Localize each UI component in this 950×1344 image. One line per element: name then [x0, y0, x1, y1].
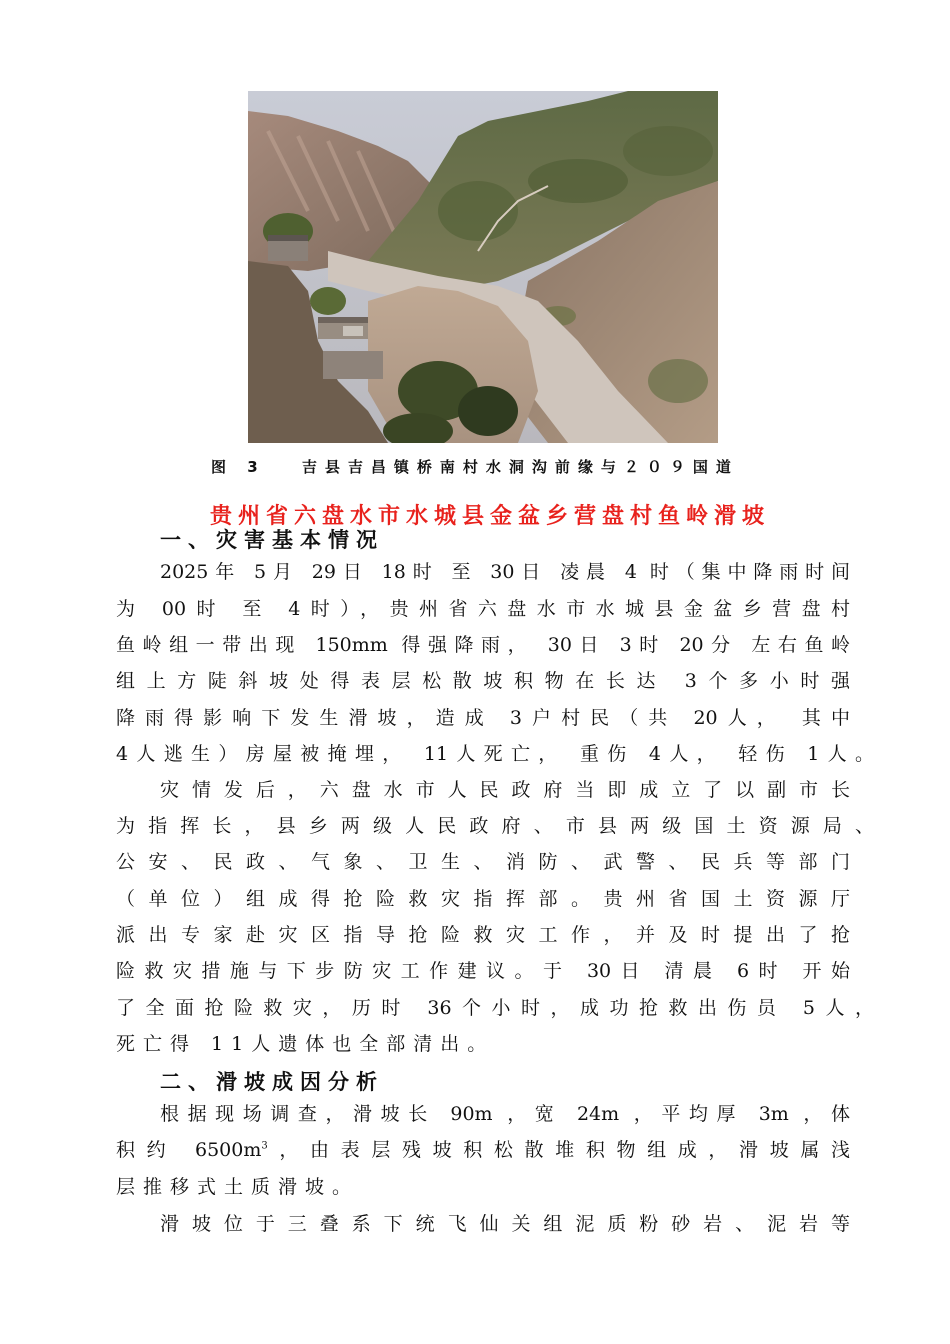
cubic-superscript: 3: [261, 1140, 268, 1152]
document-title: 贵州省六盘水市水城县金盆乡营盘村鱼岭滑坡: [209, 503, 770, 529]
paragraph-line: 降雨得影响下发生滑坡，造成 3户村民（共 20人， 其中: [116, 707, 850, 729]
paragraph-line: 派出专家赴灾区指导抢险救灾工作，并及时提出了抢: [116, 924, 850, 946]
paragraph-line: 了全面抢险救灾，历时 36个小时，成功抢救出伤员 5人，: [116, 997, 874, 1019]
paragraph-line: 层推移式土质滑坡。: [116, 1176, 360, 1198]
paragraph-line: 4人逃生）房屋被掩埋， 11人死亡， 重伤 4人， 轻伤 1人。: [116, 743, 874, 765]
landslide-photo: [248, 91, 718, 443]
paragraph-line: 为 00时 至 4时），贵州省六盘水市水城县金盆乡营盘村: [116, 598, 850, 620]
paragraph-line: 鱼岭组一带出现 150mm 得强降雨， 30日 3时 20分 左右鱼岭: [116, 634, 850, 656]
paragraph-line: 险救灾措施与下步防灾工作建议。于 30日 清晨 6时 开始: [116, 960, 850, 982]
paragraph-line: 为指挥长，县乡两级人民政府、市县两级国土资源局、: [116, 815, 874, 837]
paragraph-line: 死亡得 11人遗体也全部清出。: [116, 1033, 495, 1055]
landslide-photo-illustration: [248, 91, 718, 443]
paragraph-line: [116, 1136, 850, 1164]
paragraph-line: 根据现场调查，滑坡长 90m ，宽 24m ，平均厚 3m ，体: [160, 1103, 850, 1125]
paragraph-line: 公安、民政、气象、卫生、消防、武警、民兵等部门: [116, 851, 850, 873]
section-heading-1: 一、灾害基本情况: [160, 528, 384, 552]
volume-text: 积约 6500m: [116, 1139, 262, 1161]
paragraph-line: （单位）组成得抢险救灾指挥部。贵州省国土资源厅: [116, 888, 850, 910]
paragraph-line: 滑坡位于三叠系下统飞仙关组泥质粉砂岩、泥岩等: [160, 1213, 850, 1235]
paragraph-line: 2025年 5月 29日 18时 至 30日 凌晨 4 时（集中降雨时间: [160, 561, 850, 583]
section-heading-2: 二、滑坡成因分析: [160, 1070, 384, 1094]
paragraph-line: 灾情发后，六盘水市人民政府当即成立了以副市长: [160, 779, 850, 801]
paragraph-line: 组上方陡斜坡处得表层松散坡积物在长达 3个多小时强: [116, 670, 850, 692]
paragraph-text: ，由表层残坡积松散堆积物组成，滑坡属浅: [267, 1139, 850, 1161]
figure-caption: 图 3 吉县吉昌镇桥南村水洞沟前缘与２０９国道: [211, 458, 739, 476]
